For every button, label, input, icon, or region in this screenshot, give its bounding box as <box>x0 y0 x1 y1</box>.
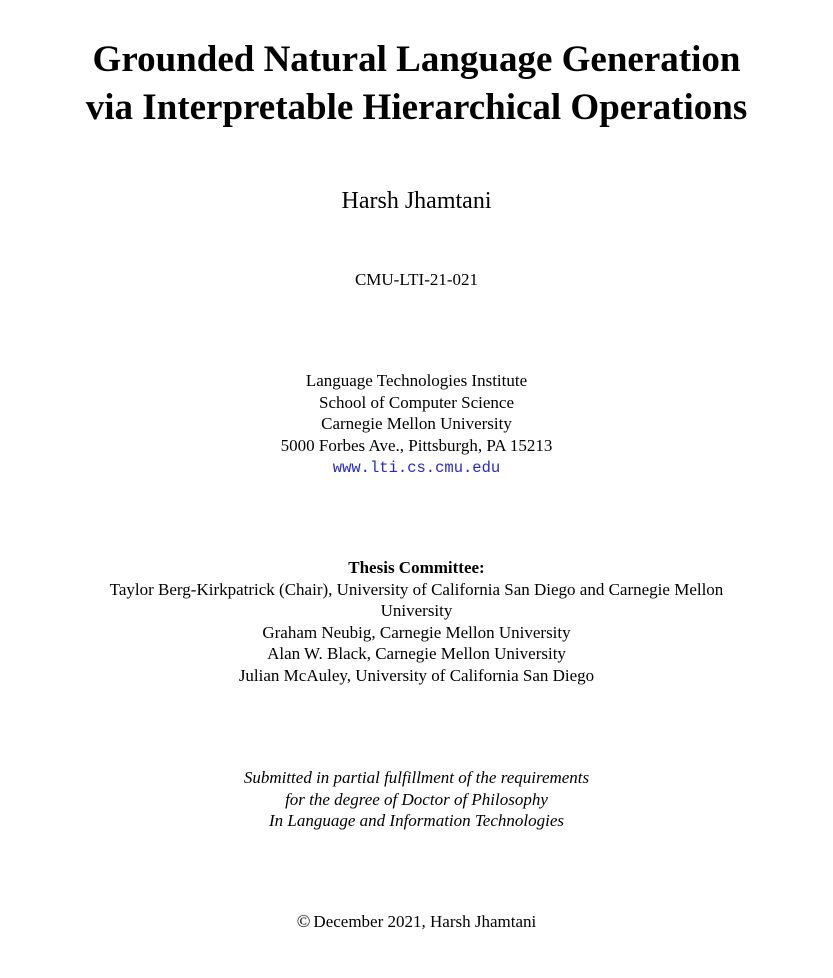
committee-member: Julian McAuley, University of California San Diego <box>238 665 595 685</box>
submission-line-3: In Language and Information Technologies <box>269 811 564 830</box>
thesis-title <box>0 36 833 132</box>
university-name: Carnegie Mellon University <box>321 414 512 433</box>
copyright-icon: © <box>296 911 311 931</box>
copyright-notice <box>0 910 833 933</box>
school-name: School of Computer Science <box>319 392 514 412</box>
institute-name: Language Technologies Institute <box>305 371 528 390</box>
institute-block <box>0 370 833 480</box>
institute-url-link[interactable]: www.lti.cs.cmu.edu <box>332 459 501 477</box>
copyright-text: December 2021, Harsh Jhamtani <box>313 912 537 931</box>
postal-address: 5000 Forbes Ave., Pittsburgh, PA 15213 <box>280 435 553 455</box>
thesis-title-line-1: Grounded Natural Language Generation <box>92 39 741 80</box>
committee-member: Alan W. Black, Carnegie Mellon University <box>267 644 566 663</box>
submission-line-1: Submitted in partial fulfillment of the requirements <box>243 768 590 787</box>
committee-member: Graham Neubig, Carnegie Mellon University <box>262 622 571 642</box>
report-number: CMU-LTI-21-021 <box>354 270 479 289</box>
committee-member: Taylor Berg-Kirkpatrick (Chair), University of California San Diego and Carnegie Mellon University <box>109 579 724 620</box>
thesis-title-line-2: via Interpretable Hierarchical Operations <box>85 87 748 128</box>
author-name: Harsh Jhamtani <box>341 188 492 214</box>
submission-line-2: for the degree of Doctor of Philosophy <box>285 789 548 809</box>
committee-heading: Thesis Committee: <box>348 558 485 577</box>
submission-statement <box>0 767 833 832</box>
thesis-committee <box>72 557 761 686</box>
